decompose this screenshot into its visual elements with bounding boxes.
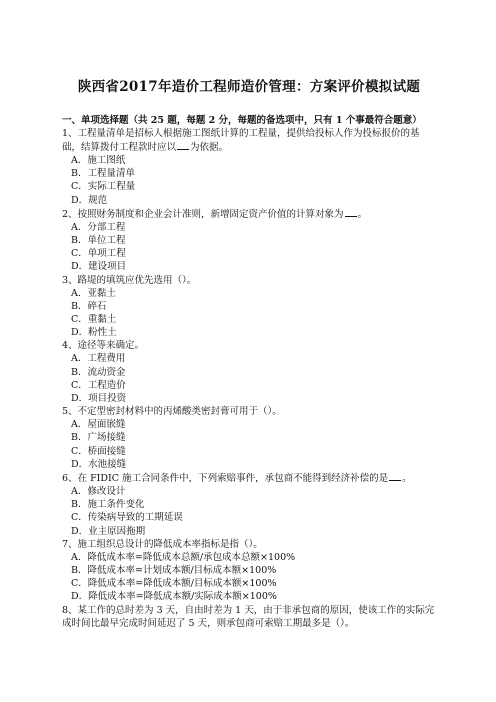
question-1-text: 1、工程量清单是招标人根据施工图纸计算的工程量，提供给投标人作为投标报价的基础，结算拨付工程款时应以 [62,128,420,153]
question-2-stem [62,207,436,221]
question-2-option-c: C．单项工程 [71,248,126,260]
question-6-option-b: B．施工条件变化 [71,499,145,511]
question-2-text-end: 。 [357,208,368,220]
question-1-text-end: 为依据。 [190,142,229,153]
question-7-option-a: A．降低成本率=降低成本总额/承包成本总额×100% [71,551,296,563]
question-5-stem: 5、不定型密封材料中的丙烯酸类密封膏可用于（）。 [62,406,282,418]
question-1-option-c: C．实际工程量 [71,181,136,193]
question-4-option-a: A．工程费用 [71,353,126,365]
section-heading: 一、单项选择题（共 25 题，每题 2 分，每题的备选项中，只有 1 个事最符合题意） [62,115,422,126]
question-3-option-b: B．碎石 [71,300,107,312]
question-6-option-a: A．修改设计 [71,486,126,498]
question-5-option-a: A．屋面嵌缝 [71,419,126,431]
question-3-option-c: C．重黏土 [71,314,117,326]
question-2-option-a: A．分部工程 [71,221,126,233]
question-1-option-b: B．工程量清单 [71,168,135,180]
question-4-option-b: B．流动资金 [71,366,126,378]
question-3-option-d: D．粉性土 [71,327,117,339]
question-7-stem: 7、施工组织总设计的降低成本率指标是指（）。 [62,538,263,550]
answer-blank [177,140,189,150]
answer-blank [345,207,357,217]
question-6-text-end: 。 [402,473,412,485]
question-3-option-a: A．亚黏土 [71,287,116,299]
question-2-option-d: D．建设项目 [71,261,127,273]
question-5-option-d: D．水池接缝 [71,458,127,470]
question-2-text: 2、按照财务制度和企业会计准则，新增固定资产价值的计算对象为 [62,208,344,220]
question-8-stem: 8、某工作的总时差为 3 天，自由时差为 1 天，由于非承包商的原因，使该工作的实际完成时间比最早完成时间延迟了 5 天，则承包商可索赔工期最多是（）。 [62,604,435,629]
answer-blank [389,471,401,481]
question-5-option-c: C．桥面接缝 [71,445,126,457]
question-4-stem: 4、途径等来确定。 [62,340,145,352]
question-3-stem: 3、路堤的填筑应优先选用（）。 [62,274,197,286]
document-title: 陕西省2017年造价工程师造价管理：方案评价模拟试题 [77,79,421,95]
question-6-stem [62,471,436,485]
question-7-option-b: B．降低成本率=计划成本额/目标成本额×100% [71,565,277,577]
question-4-option-c: C．工程造价 [71,379,126,391]
question-6-option-d: D．业主原因拖期 [71,525,146,537]
question-4-option-d: D．项目投资 [71,393,127,405]
question-2-option-b: B．单位工程 [71,235,126,247]
question-6-text: 6、在 FIDIC 施工合同条件中，下列索赔事件，承包商不能得到经济补偿的是 [62,473,389,485]
question-6-option-c: C．传染病导致的工期延误 [71,512,183,524]
question-1-stem [62,127,436,154]
question-7-option-c: C．降低成本率=降低成本额/目标成本额×100% [71,578,277,590]
question-1-option-a: A．施工图纸 [71,155,126,166]
question-7-option-d: D．降低成本率=降低成本额/实际成本额×100% [71,591,277,603]
question-5-option-b: B．广场接缝 [71,432,126,444]
question-1-option-d: D．规范 [71,194,108,206]
